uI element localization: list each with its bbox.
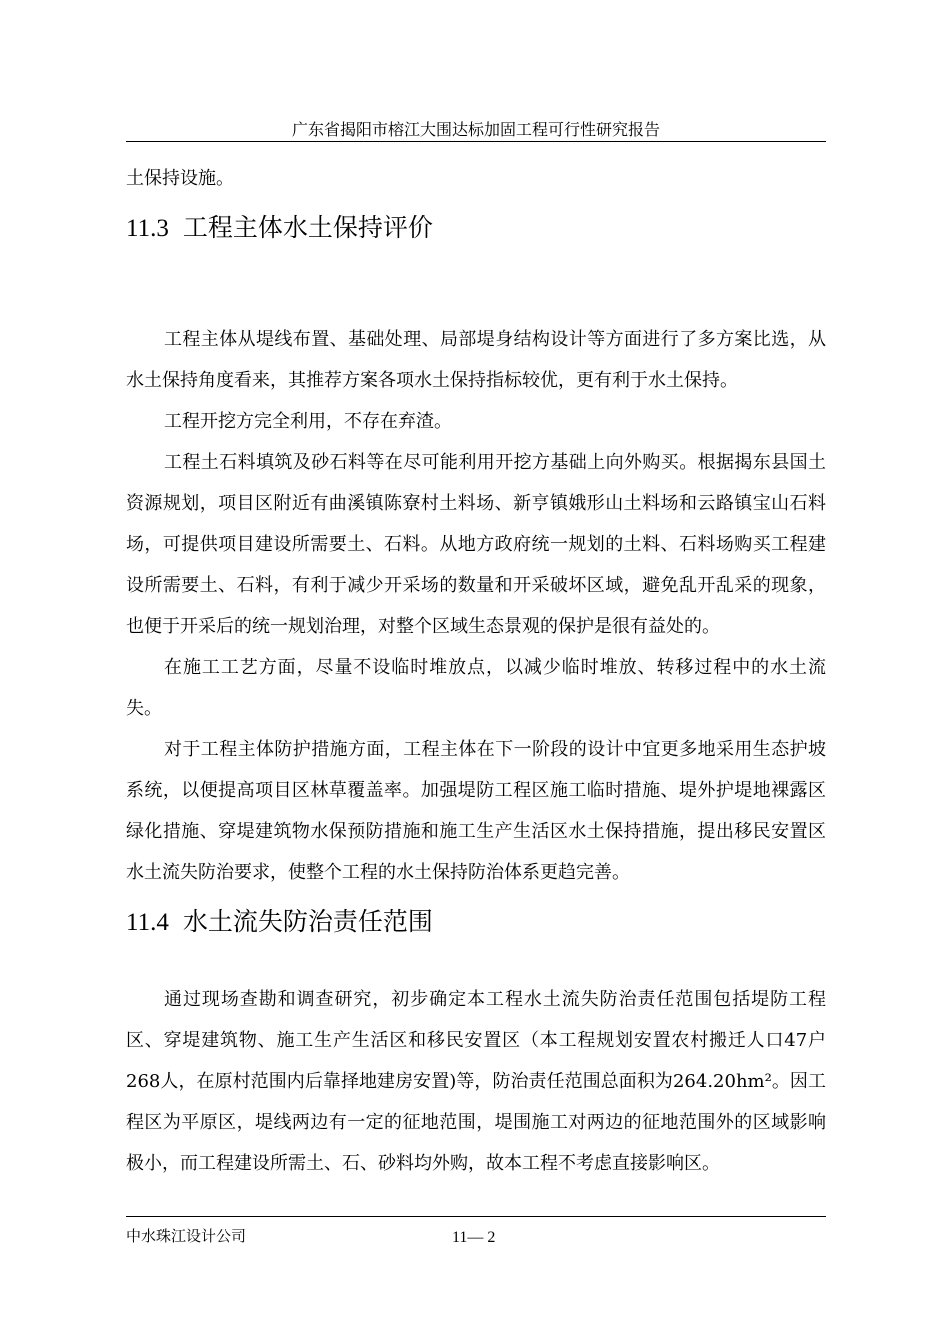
page-number: 11— 2 [452,1229,496,1246]
footer-divider [126,1216,826,1217]
section-11-4-heading [126,893,826,979]
paragraph: 工程主体从堤线布置、基础处理、局部堤身结构设计等方面进行了多方案比选，从水土保持角度看来，其推荐方案各项水土保持指标较优，更有利于水土保持。 [126,329,826,391]
report-header-title: 广东省揭阳市榕江大围达标加固工程可行性研究报告 [291,120,660,139]
section-title: 水土流失防治责任范围 [182,907,433,936]
continuation-text: 土保持设施。 [126,168,234,189]
page-content [126,158,826,1184]
paragraph: 通过现场查勘和调查研究，初步确定本工程水土流失防治责任范围包括堤防工程区、穿堤建筑物、施工生产生活区和移民安置区（本工程规划安置农村搬迁人口47户268人，在原村范围内后靠择地建房安置)等，防治责任范围总面积为264.20hm²。因工程区为平原区，堤线两边有一定的征地范围，堤围施工对两边的征地范围外的区域影响极小，而工程建设所需土、石、砂料均外购，故本工程不考虑直接影响区。 [126,989,826,1174]
section-11-3-heading [126,199,826,319]
paragraph: 工程开挖方完全利用，不存在弃渣。 [164,411,452,432]
footer-company: 中水珠江设计公司 [126,1227,247,1245]
section-number: 11.3 [126,215,169,242]
paragraph: 对于工程主体防护措施方面，工程主体在下一阶段的设计中宜更多地采用生态护坡系统，以便提高项目区林草覆盖率。加强堤防工程区施工临时措施、堤外护堤地裸露区绿化措施、穿堤建筑物水保预防措施和施工生产生活区水土保持措施，提出移民安置区水土流失防治要求，使整个工程的水土保持防治体系更趋完善。 [126,739,826,883]
section-number: 11.4 [126,909,169,936]
section-title: 工程主体水土保持评价 [182,213,433,242]
paragraph: 工程土石料填筑及砂石料等在尽可能利用开挖方基础上向外购买。根据揭东县国土资源规划，项目区附近有曲溪镇陈寮村土料场、新亨镇娥形山土料场和云路镇宝山石料场，可提供项目建设所需要土、石料。从地方政府统一规划的土料、石料场购买工程建设所需要土、石料，有利于减少开采场的数量和开采破坏区域，避免乱开乱采的现象，也便于开采后的统一规划治理，对整个区域生态景观的保护是很有益处的。 [126,452,826,637]
paragraph: 在施工工艺方面，尽量不设临时堆放点，以减少临时堆放、转移过程中的水土流失。 [126,657,826,719]
header-divider [126,141,826,142]
